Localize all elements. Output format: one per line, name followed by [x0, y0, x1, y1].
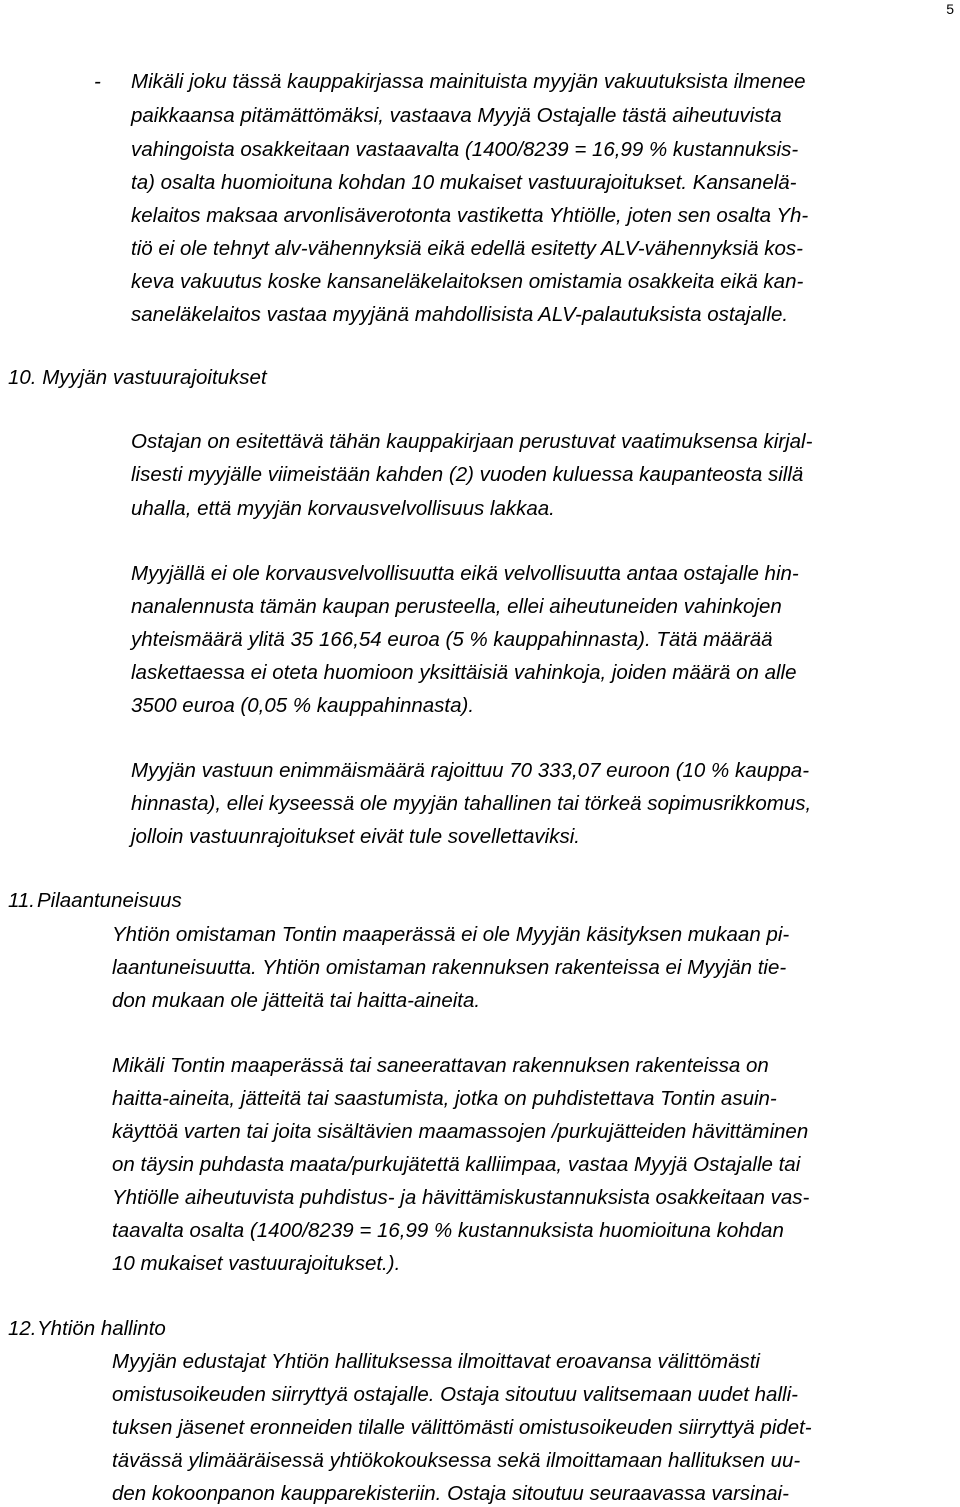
- paragraph-line: lisesti myyjälle viimeistään kahden (2) vuoden kuluessa kaupanteosta sillä: [131, 463, 804, 486]
- paragraph-line: taavalta osalta (1400/8239 = 16,99 % kustannuksista huomioituna kohdan: [112, 1219, 784, 1242]
- section-heading: Yhtiön hallinto: [37, 1317, 166, 1340]
- paragraph-line: tävässä ylimääräisessä yhtiökokouksessa sekä ilmoittamaan hallituksen uu-: [112, 1449, 801, 1472]
- paragraph-line: on täysin puhdasta maata/purkujätettä kalliimpaa, vastaa Myyjä Ostajalle tai: [112, 1153, 801, 1176]
- paragraph-line: jolloin vastuunrajoitukset eivät tule sovellettaviksi.: [131, 825, 580, 848]
- paragraph-line: 3500 euroa (0,05 % kauppahinnasta).: [131, 694, 475, 717]
- paragraph-line: Yhtiölle aiheutuvista puhdistus- ja hävittämiskustannuksista osakkeitaan vas-: [112, 1186, 810, 1209]
- section-heading: Pilaantuneisuus: [37, 889, 182, 912]
- paragraph-line: nanalennusta tämän kaupan perusteella, ellei aiheutuneiden vahinkojen: [131, 595, 782, 618]
- section-number: 11.: [8, 889, 35, 912]
- paragraph-line: yhteismäärä ylitä 35 166,54 euroa (5 % kauppahinnasta). Tätä määrää: [131, 628, 773, 651]
- paragraph-line: den kokoonpanon kaupparekisteriin. Ostaja sitoutuu seuraavassa varsinai-: [112, 1482, 789, 1505]
- bullet-line: Mikäli joku tässä kauppakirjassa mainituista myyjän vakuutuksista ilmenee: [131, 70, 806, 93]
- page-number: 5: [946, 1, 954, 17]
- paragraph-line: laskettaessa ei oteta huomioon yksittäisiä vahinkoja, joiden määrä on alle: [131, 661, 797, 684]
- bullet-line: tiö ei ole tehnyt alv-vähennyksiä eikä edellä esitetty ALV-vähennyksiä kos-: [131, 237, 803, 260]
- section-number: 12.: [8, 1317, 37, 1340]
- bullet-line: ta) osalta huomioituna kohdan 10 mukaiset vastuurajoitukset. Kansanelä-: [131, 171, 797, 194]
- paragraph-line: hinnasta), ellei kyseessä ole myyjän tahallinen tai törkeä sopimusrikkomus,: [131, 792, 812, 815]
- paragraph-line: laantuneisuutta. Yhtiön omistaman rakennuksen rakenteissa ei Myyjän tie-: [112, 956, 787, 979]
- paragraph-line: Ostajan on esitettävä tähän kauppakirjaan perustuvat vaatimuksensa kirjal-: [131, 430, 813, 453]
- paragraph-line: Myyjän vastuun enimmäismäärä rajoittuu 70 333,07 euroon (10 % kauppa-: [131, 759, 810, 782]
- bullet-line: saneläkelaitos vastaa myyjänä mahdollisista ALV-palautuksista ostajalle.: [131, 303, 789, 326]
- paragraph-line: Myyjällä ei ole korvausvelvollisuutta eikä velvollisuutta antaa ostajalle hin-: [131, 562, 799, 585]
- paragraph-line: Myyjän edustajat Yhtiön hallituksessa ilmoittavat eroavansa välittömästi: [112, 1350, 760, 1373]
- paragraph-line: Yhtiön omistaman Tontin maaperässä ei ole Myyjän käsityksen mukaan pi-: [112, 923, 790, 946]
- paragraph-line: uhalla, että myyjän korvausvelvollisuus lakkaa.: [131, 497, 555, 520]
- paragraph-line: Mikäli Tontin maaperässä tai saneerattavan rakennuksen rakenteissa on: [112, 1054, 769, 1077]
- paragraph-line: omistusoikeuden siirryttyä ostajalle. Ostaja sitoutuu valitsemaan uudet halli-: [112, 1383, 798, 1406]
- paragraph-line: tuksen jäsenet eronneiden tilalle välittömästi omistusoikeuden siirryttyä pidet-: [112, 1416, 812, 1439]
- paragraph-line: käyttöä varten tai joita sisältävien maamassojen /purkujätteiden hävittäminen: [112, 1120, 809, 1143]
- bullet-marker: -: [94, 70, 101, 93]
- section-heading: 10. Myyjän vastuurajoitukset: [8, 366, 267, 389]
- bullet-line: vahingoista osakkeitaan vastaavalta (1400/8239 = 16,99 % kustannuksis-: [131, 138, 799, 161]
- paragraph-line: haitta-aineita, jätteitä tai saastumista, jotka on puhdistettava Tontin asuin-: [112, 1087, 777, 1110]
- bullet-line: kelaitos maksaa arvonlisäverotonta vastiketta Yhtiölle, joten sen osalta Yh-: [131, 204, 809, 227]
- bullet-line: keva vakuutus koske kansaneläkelaitoksen omistamia osakkeita eikä kan-: [131, 270, 804, 293]
- paragraph-line: 10 mukaiset vastuurajoitukset.).: [112, 1252, 401, 1275]
- bullet-line: paikkaansa pitämättömäksi, vastaava Myyjä Ostajalle tästä aiheutuvista: [131, 104, 782, 127]
- paragraph-line: don mukaan ole jätteitä tai haitta-aineita.: [112, 989, 481, 1012]
